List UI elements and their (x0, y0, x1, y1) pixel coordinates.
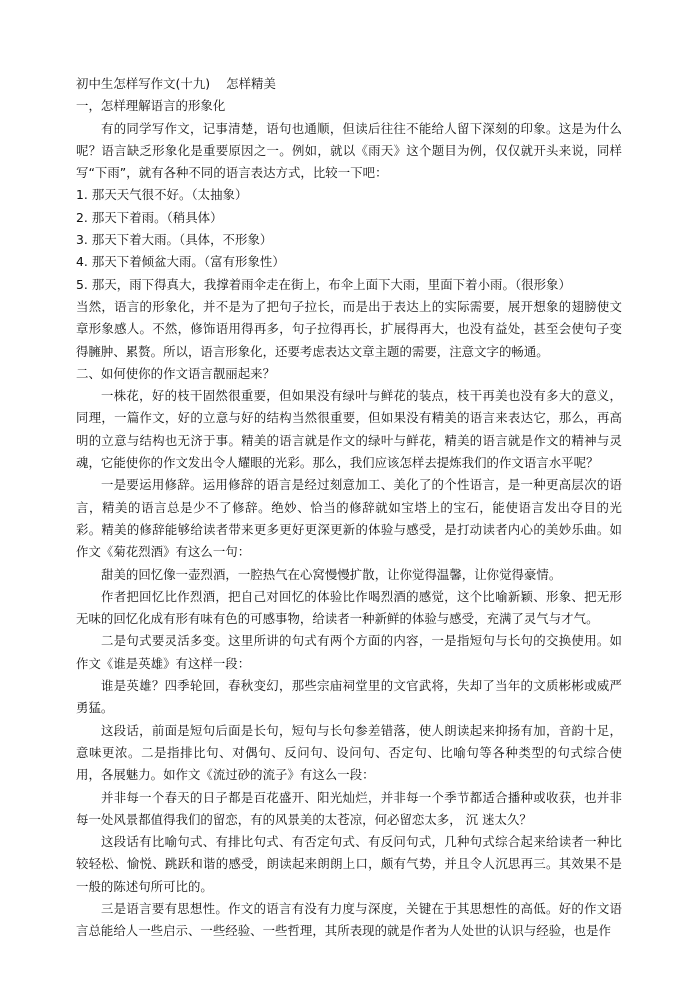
paragraph: 有的同学写作文，记事清楚，语句也通顺，但读后往往不能给人留下深刻的印象。这是为什么呢？语言缺乏形象化是重要原因之一。例如，就以《雨天》这个题目为例，仅仅就开头来说，同样写“下雨”，就有各种不同的语言表达方式，比较一下吧： (76, 120, 622, 181)
paragraph: 一株花，好的枝干固然很重要，但如果没有绿叶与鲜花的装点，枝干再美也没有多大的意义，同理，一篇作文，好的立意与好的结构当然很重要，但如果没有精美的语言来表达它，那么，再高明的立意与结构也无济于事。精美的语言就是作文的绿叶与鲜花，精美的语言就是作文的精神与灵魂，它能使你的作文发出令人耀眼的光彩。那么，我们应该怎样去提炼我们的作文语言水平呢？ (76, 388, 622, 471)
paragraph: 作者把回忆比作烈酒，把自己对回忆的体验比作喝烈酒的感觉，这个比喻新颖、形象、把无形无味的回忆化成有形有味有色的可感事物，给读者一种新鲜的体验与感受，充满了灵气与才气。 (76, 588, 622, 627)
section-2-heading: 二、如何使你的作文语言靓丽起来？ (76, 365, 276, 381)
example-line-2: 2. 那天下着雨。（稍具体） (76, 209, 223, 225)
quote: 谁是英雄？四季轮回，春秋变幻，那些宗庙祠堂里的文官武将，失却了当年的文质彬彬或威严勇猛。 (76, 678, 622, 716)
example-line-1: 1. 那天天气很不好。（太抽象） (76, 187, 248, 203)
paragraph: 二是句式要灵活多变。这里所讲的句式有两个方面的内容，一是指短句与长句的交换使用。如作文《谁是英雄》有这样一段： (76, 633, 622, 671)
quote: 并非每一个春天的日子都是百花盛开、阳光灿烂，并非每一个季节都适合播种或收获，也并非每一处风景都值得我们的留恋，有的风景美的太苍凉，何必留恋太多， 沉 迷太久？ (76, 789, 622, 827)
example-line-5: 5. 那天，雨下得真大，我撑着雨伞走在街上，布伞上面下大雨，里面下着小雨。（很形象） (76, 276, 571, 292)
example-line-4: 4. 那天下着倾盆大雨。（富有形象性） (76, 254, 285, 270)
paragraph: 一是要运用修辞。运用修辞的语言是经过刻意加工、美化了的个性语言，是一种更高层次的语言，精美的语言总是少不了修辞。绝妙、恰当的修辞就如宝塔上的宝石，能使语言发出夺目的光彩。精美的修辞能够给读者带来更多更好更深更新的体验与感受，是打动读者内心的美妙乐曲。如作文《菊花烈酒》有这么一句： (76, 477, 622, 560)
quote: 甜美的回忆像一壶烈酒，一腔热气在心窝慢慢扩散，让你觉得温馨，让你觉得豪情。 (101, 566, 562, 582)
document-title: 初中生怎样写作文(十九) 怎样精美 (76, 76, 276, 91)
paragraph: 三是语言要有思想性。作文的语言有没有力度与深度，关键在于其思想性的高低。好的作文语言总能给人一些启示、一些经验、一些哲理，其所表现的就是作者为人处世的认识与经验，也是作 (76, 900, 622, 939)
paragraph: 当然，语言的形象化，并不是为了把句子拉长，而是出于表达上的实际需要，展开想象的翅膀使文章形象感人。不然，修饰语用得再多，句子拉得再长，扩展得再大，也没有益处，甚至会使句子变得臃肿、累赘。所以，语言形象化，还要考虑表达文章主题的需要，注意文字的畅通。 (76, 298, 622, 359)
example-line-3: 3. 那天下着大雨。（具体，不形象） (76, 232, 273, 248)
paragraph: 这段话，前面是短句后面是长句，短句与长句参差错落，使人朗读起来抑扬有加，音韵十足，意味更浓。二是指排比句、对偶句、反问句、设问句、否定句、比喻句等各种类型的句式综合使用，各展魅力。如作文《流过砂的流子》有这么一段： (76, 722, 622, 783)
paragraph: 这段话有比喻句式、有排比句式、有否定句式、有反问句式，几种句式综合起来给读者一种比较轻松、愉悦、跳跃和谐的感受，朗读起来朗朗上口，颇有气势，并且令人沉思再三。其效果不是一般的陈述句所可比的。 (76, 834, 622, 894)
section-1-heading: 一，怎样理解语言的形象化 (76, 98, 226, 114)
document-body (76, 73, 622, 943)
